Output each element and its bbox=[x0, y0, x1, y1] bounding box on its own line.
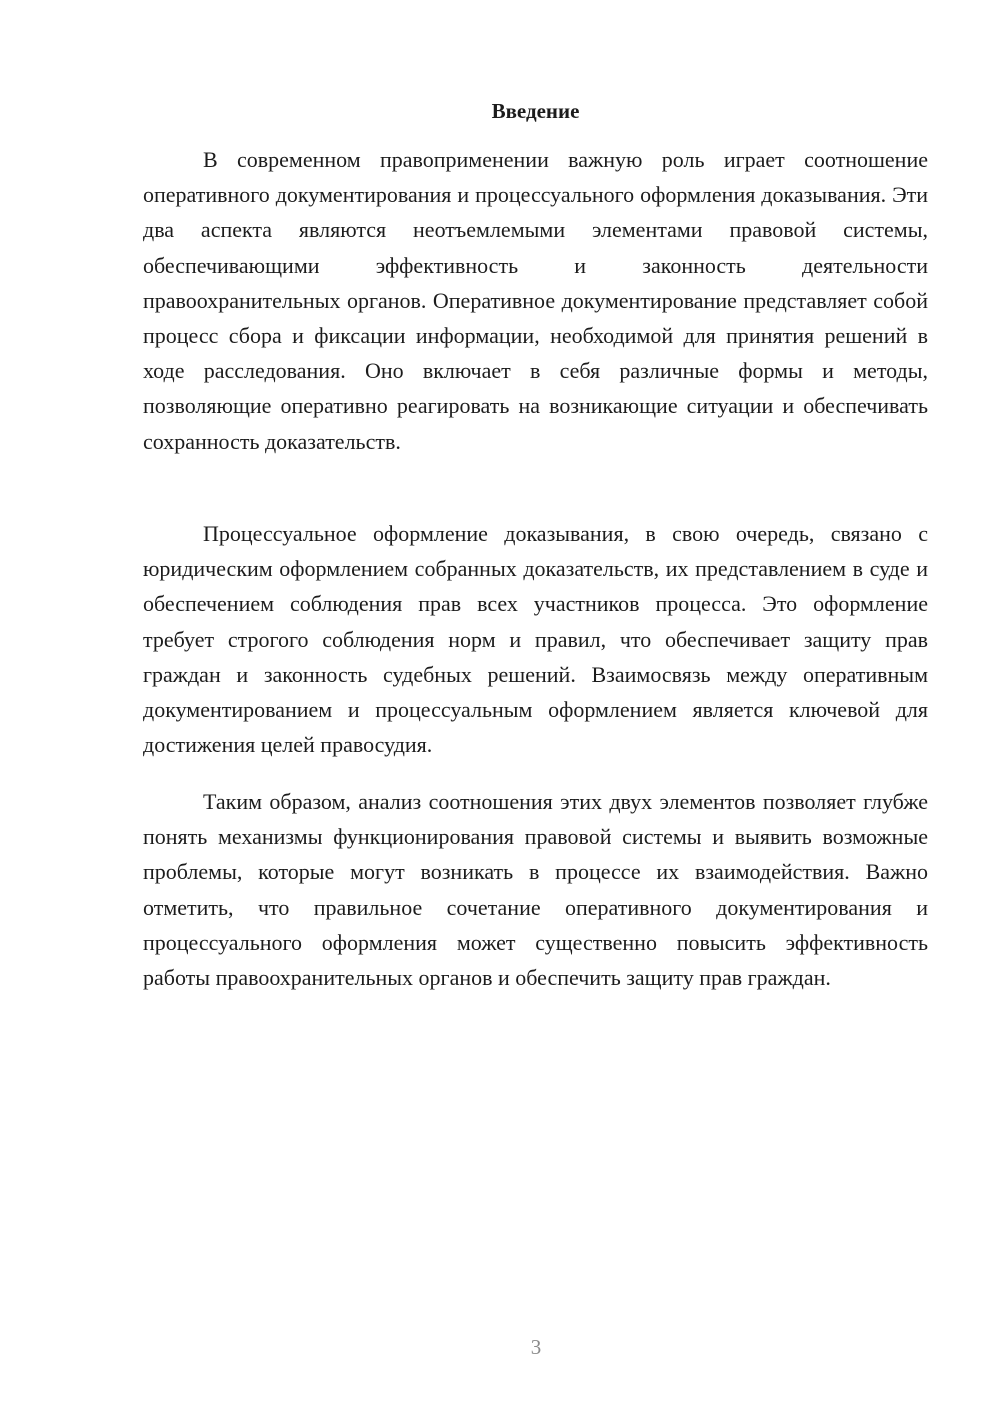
page-number: 3 bbox=[530, 1335, 542, 1359]
section-title: Введение bbox=[491, 99, 580, 123]
paragraph-2: Процессуальное оформление доказывания, в свою очередь, связано с юридическим оформлением собранных доказательств, их представлением в суде и обеспечением соблюдения прав всех участников процесса. Это оформление требует строгого соблюдения норм и правил, что обеспечивает защиту прав граждан и законность судебных решений. Взаимосвязь между оперативным документированием и процессуальным оформлением является ключевой для достижения целей правосудия. bbox=[143, 521, 928, 758]
paragraph-3: Таким образом, анализ соотношения этих двух элементов позволяет глубже понять механизмы функционирования правовой системы и выявить возможные проблемы, которые могут возникать в процессе их взаимодействия. Важно отметить, что правильное сочетание оперативного документирования и процессуального оформления может существенно повысить эффективность работы правоохранительных органов и обеспечить защиту прав граждан. bbox=[143, 789, 928, 991]
paragraph-1: В современном правоприменении важную роль играет соотношение оперативного документирования и процессуального оформления доказывания. Эти два аспекта являются неотъемлемыми элементами правовой системы, обеспечивающими эффективность и законность деятельности правоохранительных органов. Оперативное документирование представляет собой процесс сбора и фиксации информации, необходимой для принятия решений в ходе расследования. Оно включает в себя различные формы и методы, позволяющие оперативно реагировать на возникающие ситуации и обеспечивать сохранность доказательств. bbox=[143, 147, 928, 454]
